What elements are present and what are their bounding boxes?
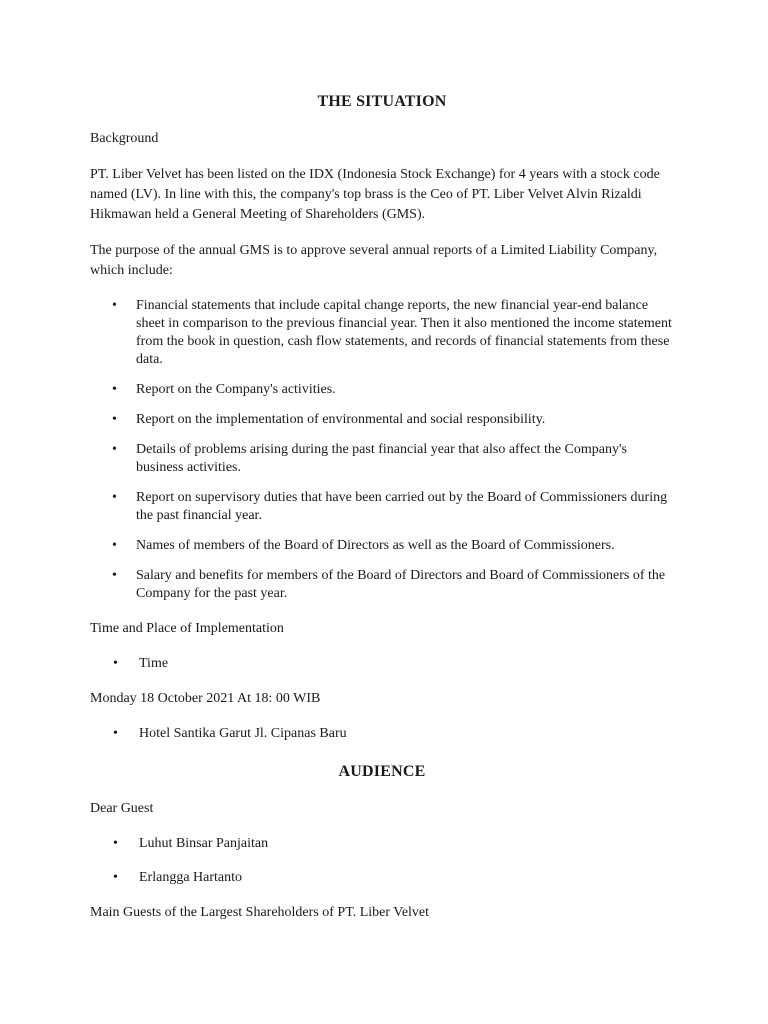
situation-heading: THE SITUATION	[317, 93, 447, 110]
time-list	[90, 655, 674, 673]
place-item: • Hotel Santika Garut Jl. Cipanas Baru	[90, 725, 674, 743]
list-item: • Details of problems arising during the past financial year that also affect the Company's business activities.	[90, 441, 674, 477]
list-item: • Salary and benefits for members of the Board of Directors and Board of Commissioners of the Company for the past year.	[90, 567, 674, 603]
report-list	[90, 297, 674, 603]
list-item: • Report on the implementation of environmental and social responsibility.	[90, 411, 674, 429]
guest-list	[90, 835, 674, 887]
background-label: Background	[90, 131, 159, 146]
list-item: • Financial statements that include capital change reports, the new financial year-end balance sheet in comparison to the previous financial year. Then it also mentioned the income statement from the book in question, cash flow statements, and records of financial statements from these data.	[90, 297, 674, 369]
list-item: • Names of members of the Board of Directors as well as the Board of Commissioners.	[90, 537, 674, 555]
main-guests-label: Main Guests of the Largest Shareholders of PT. Liber Velvet	[90, 905, 430, 920]
guest-item: • Luhut Binsar Panjaitan	[90, 835, 674, 853]
intro-paragraph: PT. Liber Velvet has been listed on the IDX (Indonesia Stock Exchange) for 4 years with a stock code named (LV). In line with this, the company's top brass is the Ceo of PT. Liber Velvet Alvin Rizaldi Hikmawan held a General Meeting of Shareholders (GMS).	[90, 167, 660, 222]
time-place-label: Time and Place of Implementation	[90, 621, 284, 636]
list-item: • Report on supervisory duties that have been carried out by the Board of Commissioners during the past financial year.	[90, 489, 674, 525]
guest-item: • Erlangga Hartanto	[90, 869, 674, 887]
time-value: Monday 18 October 2021 At 18: 00 WIB	[90, 691, 321, 706]
list-item: • Report on the Company's activities.	[90, 381, 674, 399]
time-item: • Time	[90, 655, 674, 673]
purpose-paragraph: The purpose of the annual GMS is to approve several annual reports of a Limited Liability Company, which include:	[90, 243, 658, 278]
place-list	[90, 725, 674, 743]
audience-heading: AUDIENCE	[338, 763, 426, 780]
dear-guest-label: Dear Guest	[90, 801, 154, 816]
